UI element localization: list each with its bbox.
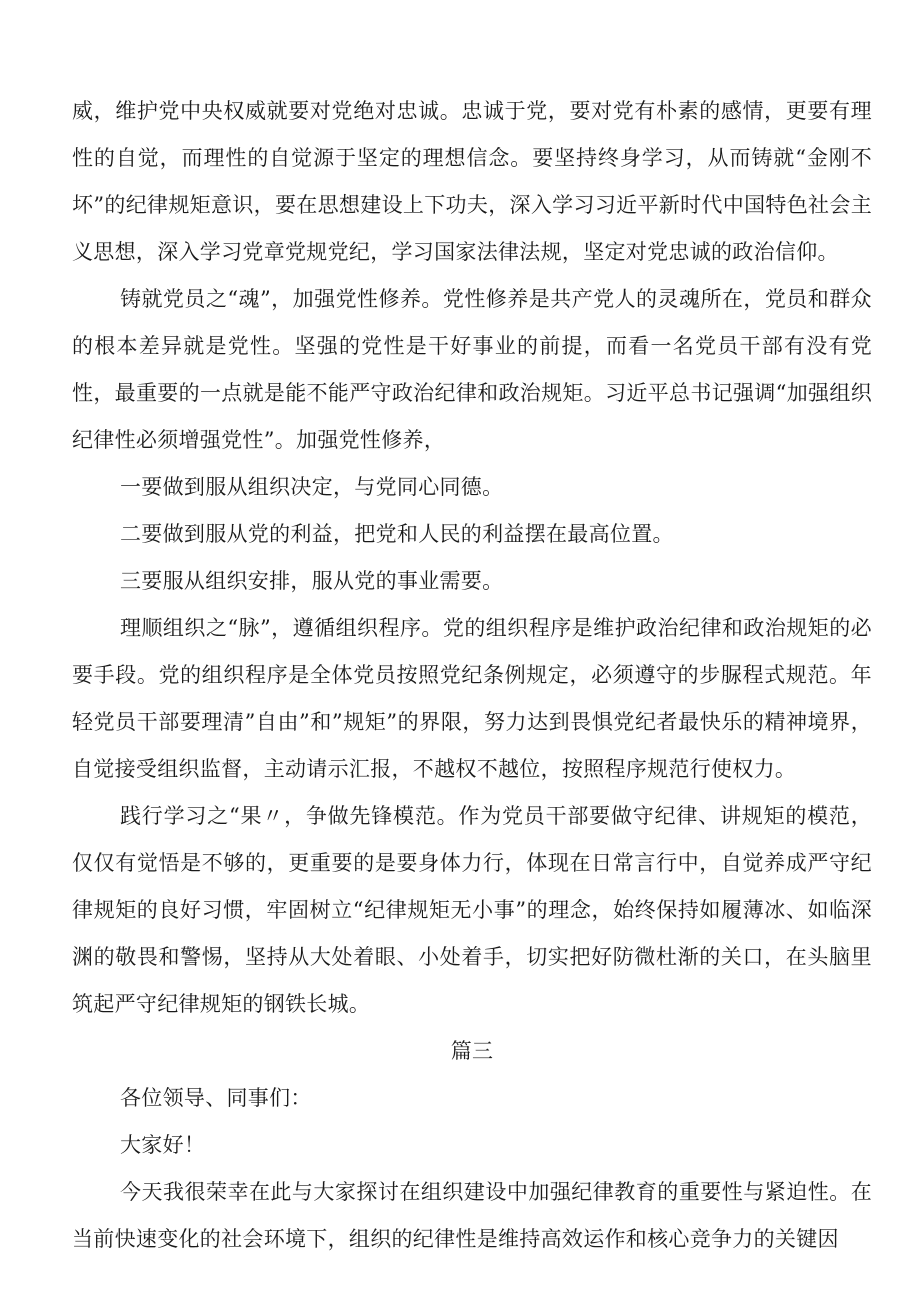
paragraph-point-three: 三要服从组织安排，服从党的事业需要。 bbox=[120, 569, 504, 593]
paragraph-loyalty-continued: 威，维护党中央权威就要对党绝对忠诚。忠诚于党，要对党有朴素的感情，更要有理性的自觉，而理性的自觉源于坚定的理想信念。要坚持终身学习，从而铸就“金刚不坏”的纪律规矩意识，要在思想建设上下功夫，深入学习习近平新时代中国特色社会主义思想，深入学习党章党规党纪，学习国家法律法规，坚定对党忠诚的政治信仰。 bbox=[72, 99, 872, 264]
paragraph-practice-results: 践行学习之“果〃，争做先锋模范。作为党员干部要做守纪律、讲规矩的模范，仅仅有觉悟是不够的，更重要的是要身体力行，体现在日常言行中，自觉养成严守纪律规矩的良好习惯，牢固树立“纪律规矩无小事”的理念，始终保持如履薄冰、如临深渊的敬畏和警惕，坚持从大处着眼、小处着手，切实把好防微杜渐的关口，在头脑里筑起严守纪律规矩的钢铁长城。 bbox=[72, 804, 872, 1016]
salutation: 各位领导、同事们： bbox=[120, 1086, 312, 1110]
greeting: 大家好！ bbox=[120, 1133, 206, 1157]
document-body bbox=[72, 88, 872, 1263]
paragraph-party-spirit: 铸就党员之“魂”，加强党性修养。党性修养是共产党人的灵魂所在，党员和群众的根本差异就是党性。坚强的党性是干好事业的前提，而看一名党员干部有没有党性，最重要的一点就是能不能严守政治纪律和政治规矩。习近平总书记强调“加强组织纪律性必须增强党性”。加强党性修养， bbox=[72, 287, 872, 452]
paragraph-point-two: 二要做到服从党的利益，把党和人民的利益摆在最高位置。 bbox=[120, 522, 674, 546]
paragraph-point-one: 一要做到服从组织决定，与党同心同德。 bbox=[120, 475, 504, 499]
section-heading: 篇三 bbox=[450, 1039, 494, 1063]
paragraph-introduction: 今天我很荣幸在此与大家探讨在组织建设中加强纪律教育的重要性与紧迫性。在当前快速变化的社会环境下，组织的纪律性是维持高效运作和核心竞争力的关键因 bbox=[72, 1180, 872, 1251]
paragraph-organization-procedure: 理顺组织之“脉”，遵循组织程序。党的组织程序是维护政治纪律和政治规矩的必要手段。党的组织程序是全体党员按照党纪条例规定，必须遵守的步脲程式规范。年轻党员干部要理清”自由”和”规矩”的界限，努力达到畏惧党纪者最快乐的精神境界，自觉接受组织监督，主动请示汇报，不越权不越位，按照程序规范行使权力。 bbox=[72, 616, 872, 781]
